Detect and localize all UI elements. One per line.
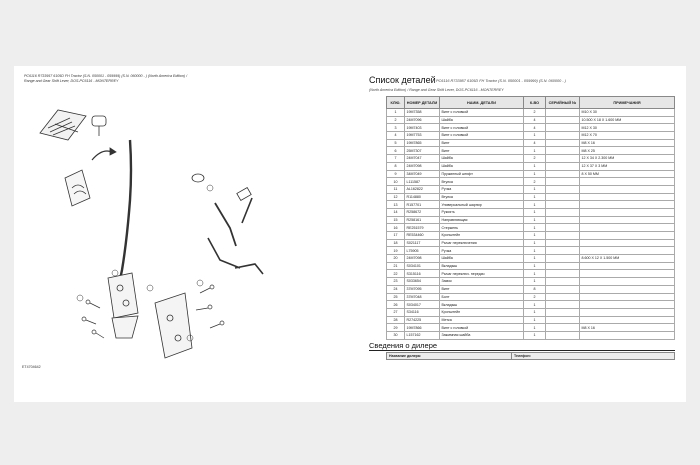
parts-list-line2: (North America Edition) / Range and Gear Shift Lever, DOS-PC6116 - MONTERREY: [369, 88, 504, 92]
row-serial: [546, 255, 580, 263]
row-part-name: Шайба: [440, 255, 524, 263]
table-row: [387, 185, 675, 193]
row-key: 25: [387, 293, 405, 301]
row-part-name: Зажимная шайба: [440, 331, 524, 339]
row-notes: M8 X 16: [580, 324, 675, 332]
row-key: 30: [387, 331, 405, 339]
table-row: [387, 324, 675, 332]
row-notes: [580, 208, 675, 216]
range-lever-assembly: [192, 174, 263, 274]
row-serial: [546, 293, 580, 301]
knob-part: [92, 116, 106, 136]
shift-lever-rod: [118, 140, 131, 288]
table-row: [387, 208, 675, 216]
row-part-name: Винт с головкой: [440, 124, 524, 132]
row-part-number: R114880: [405, 193, 440, 201]
row-key: 16: [387, 224, 405, 232]
row-notes: [580, 193, 675, 201]
row-part-number: 24M7096: [405, 116, 440, 124]
row-quantity: 1: [524, 208, 546, 216]
row-notes: [580, 278, 675, 286]
row-part-name: Шайба: [440, 116, 524, 124]
row-quantity: 1: [524, 232, 546, 240]
row-part-number: 19M7865: [405, 139, 440, 147]
dealer-table: [386, 352, 675, 360]
row-quantity: 1: [524, 301, 546, 309]
row-serial: [546, 147, 580, 155]
row-part-number: S034101: [405, 262, 440, 270]
row-quantity: 4: [524, 116, 546, 124]
row-part-name: Втулка: [440, 193, 524, 201]
callouts: [77, 185, 213, 341]
row-serial: [546, 316, 580, 324]
row-part-number: AL162822: [405, 185, 440, 193]
row-key: 5: [387, 139, 405, 147]
header-part-name: НАИМ. ДЕТАЛИ: [440, 97, 524, 109]
table-row: [387, 155, 675, 163]
row-key: 9: [387, 170, 405, 178]
row-quantity: 1: [524, 170, 546, 178]
row-part-number: RE534460: [405, 232, 440, 240]
row-serial: [546, 201, 580, 209]
row-part-name: Направляющая: [440, 216, 524, 224]
row-quantity: 1: [524, 247, 546, 255]
table-row: [387, 201, 675, 209]
row-serial: [546, 155, 580, 163]
row-key: 22: [387, 270, 405, 278]
row-part-name: Вкладыш: [440, 301, 524, 309]
row-serial: [546, 193, 580, 201]
mounting-plate: [155, 293, 192, 358]
row-notes: M12 X 70: [580, 132, 675, 140]
row-part-number: 19M7753: [405, 132, 440, 140]
diagram-reference: ET4704642: [22, 365, 41, 369]
row-serial: [546, 224, 580, 232]
row-part-number: 34M7049: [405, 170, 440, 178]
row-part-number: 19M7866: [405, 324, 440, 332]
lower-bracket: [108, 273, 138, 338]
row-part-name: Замок: [440, 278, 524, 286]
row-part-number: 24M7098: [405, 255, 440, 263]
row-part-name: Винт с головкой: [440, 109, 524, 117]
parts-table: [386, 96, 675, 340]
dealer-divider: [369, 350, 675, 351]
row-part-name: Вкладыш: [440, 262, 524, 270]
row-key: 12: [387, 193, 405, 201]
row-quantity: 1: [524, 262, 546, 270]
row-part-number: 24M7047: [405, 155, 440, 163]
diagram-header-line1: PC6116 R733957 6105D FH Tractor (S.N. 050001 - 059999) (S.N. 060000 - ) (North America Edition) /: [24, 74, 188, 78]
table-row: [387, 247, 675, 255]
row-quantity: 2: [524, 155, 546, 163]
arrow-head: [110, 148, 116, 155]
row-quantity: 1: [524, 224, 546, 232]
row-part-number: R258672: [405, 208, 440, 216]
row-key: 24: [387, 285, 405, 293]
header-serial: СЕРИЙНЫЙ №: [546, 97, 580, 109]
row-part-number: S033654: [405, 278, 440, 286]
table-row: [387, 147, 675, 155]
row-key: 23: [387, 278, 405, 286]
table-row: [387, 293, 675, 301]
row-part-number: RE251579: [405, 224, 440, 232]
row-key: 17: [387, 232, 405, 240]
row-key: 2: [387, 116, 405, 124]
row-quantity: 1: [524, 147, 546, 155]
row-part-number: 19M7403: [405, 124, 440, 132]
dealer-name-label: Название дилера:: [387, 353, 512, 360]
row-part-name: Универсальный шарнир: [440, 201, 524, 209]
row-key: 7: [387, 155, 405, 163]
table-row: [387, 331, 675, 339]
row-notes: M8 X 16: [580, 139, 675, 147]
row-key: 3: [387, 124, 405, 132]
row-notes: [580, 316, 675, 324]
row-serial: [546, 162, 580, 170]
row-part-number: S034017: [405, 301, 440, 309]
row-key: 29: [387, 324, 405, 332]
row-quantity: 2: [524, 178, 546, 186]
row-part-number: 24M7098: [405, 162, 440, 170]
row-notes: [580, 224, 675, 232]
row-part-number: S34116: [405, 308, 440, 316]
row-serial: [546, 178, 580, 186]
header-notes: ПРИМЕЧАНИЯ: [580, 97, 675, 109]
row-part-name: Шайба: [440, 155, 524, 163]
row-quantity: 1: [524, 185, 546, 193]
row-quantity: 8: [524, 285, 546, 293]
row-quantity: 1: [524, 316, 546, 324]
row-key: 18: [387, 239, 405, 247]
row-key: 1: [387, 109, 405, 117]
row-part-name: Винт: [440, 285, 524, 293]
row-serial: [546, 232, 580, 240]
row-serial: [546, 124, 580, 132]
row-part-name: Винт: [440, 139, 524, 147]
row-part-number: L157162: [405, 331, 440, 339]
row-part-name: Кронштейн: [440, 232, 524, 240]
row-part-number: R274225: [405, 316, 440, 324]
row-part-name: Болт: [440, 293, 524, 301]
row-part-name: Винт с головкой: [440, 324, 524, 332]
row-serial: [546, 324, 580, 332]
row-quantity: 1: [524, 308, 546, 316]
row-part-number: R157701: [405, 201, 440, 209]
lever-boot-part: [65, 170, 90, 206]
table-row: [387, 193, 675, 201]
row-part-name: Стержень: [440, 224, 524, 232]
row-part-number: S315116: [405, 270, 440, 278]
row-part-number: 19M7358: [405, 109, 440, 117]
table-row: [387, 132, 675, 140]
row-notes: [580, 270, 675, 278]
table-row: [387, 285, 675, 293]
table-row: [387, 255, 675, 263]
row-notes: [580, 239, 675, 247]
table-row: [387, 139, 675, 147]
shift-pattern-plate: [40, 110, 86, 140]
row-notes: M12 X 30: [580, 124, 675, 132]
table-row: [387, 162, 675, 170]
table-row: [387, 224, 675, 232]
table-row: [387, 316, 675, 324]
row-serial: [546, 170, 580, 178]
row-serial: [546, 239, 580, 247]
row-part-number: 25M7307: [405, 147, 440, 155]
row-quantity: 1: [524, 255, 546, 263]
row-key: 15: [387, 216, 405, 224]
row-quantity: 4: [524, 124, 546, 132]
row-notes: [580, 247, 675, 255]
table-row: [387, 109, 675, 117]
row-quantity: 1: [524, 193, 546, 201]
row-part-number: S021117: [405, 239, 440, 247]
row-notes: M8 X 25: [580, 147, 675, 155]
row-notes: [580, 185, 675, 193]
row-notes: [580, 216, 675, 224]
row-serial: [546, 301, 580, 309]
row-key: 21: [387, 262, 405, 270]
table-row: [387, 301, 675, 309]
row-notes: 8 X 50 MM: [580, 170, 675, 178]
row-part-name: Ручка: [440, 247, 524, 255]
row-quantity: 1: [524, 216, 546, 224]
diagram-header-line2: Range and Gear Shift Lever, DOS-PC6116 - MONTERREY: [24, 79, 119, 83]
exploded-parts-diagram: [20, 88, 355, 378]
row-quantity: 1: [524, 278, 546, 286]
row-part-name: Рычаг переключения: [440, 239, 524, 247]
row-key: 11: [387, 185, 405, 193]
row-serial: [546, 308, 580, 316]
table-row: [387, 270, 675, 278]
row-key: 20: [387, 255, 405, 263]
row-key: 14: [387, 208, 405, 216]
row-serial: [546, 331, 580, 339]
row-quantity: 1: [524, 132, 546, 140]
row-notes: [580, 301, 675, 309]
row-serial: [546, 247, 580, 255]
dealer-phone-label: Телефон:: [512, 353, 675, 360]
row-serial: [546, 285, 580, 293]
row-quantity: 1: [524, 270, 546, 278]
table-row: [387, 262, 675, 270]
row-part-name: Рычаг переключ. передач: [440, 270, 524, 278]
row-serial: [546, 208, 580, 216]
row-serial: [546, 278, 580, 286]
row-notes: [580, 293, 675, 301]
row-quantity: 4: [524, 139, 546, 147]
row-notes: 10.500 X 18 X 1.600 MM: [580, 116, 675, 124]
row-part-name: Пружинный штифт: [440, 170, 524, 178]
row-part-number: 37M7095: [405, 285, 440, 293]
table-row: [387, 170, 675, 178]
row-part-name: Винт с головкой: [440, 132, 524, 140]
row-serial: [546, 132, 580, 140]
header-part-number: НОМЕР ДЕТАЛИ: [405, 97, 440, 109]
bolts: [82, 285, 224, 338]
row-quantity: 1: [524, 162, 546, 170]
row-quantity: 1: [524, 239, 546, 247]
row-serial: [546, 139, 580, 147]
table-row: [387, 124, 675, 132]
row-notes: [580, 232, 675, 240]
row-part-name: Винт: [440, 147, 524, 155]
table-row: [387, 232, 675, 240]
row-key: 27: [387, 308, 405, 316]
row-notes: [580, 262, 675, 270]
row-key: 4: [387, 132, 405, 140]
row-serial: [546, 185, 580, 193]
row-key: 13: [387, 201, 405, 209]
parts-list-subtitle: PC6116 R733957 6105D FH Tractor (S.N. 050001 - 059999) (S.N. 060000 - ): [436, 79, 566, 83]
row-part-name: Втулка: [440, 178, 524, 186]
row-notes: [580, 201, 675, 209]
table-row: [387, 239, 675, 247]
row-serial: [546, 216, 580, 224]
table-row: [387, 216, 675, 224]
row-key: 10: [387, 178, 405, 186]
row-notes: [580, 308, 675, 316]
row-serial: [546, 116, 580, 124]
dealer-info-title: Сведения о дилере: [369, 341, 438, 350]
row-serial: [546, 262, 580, 270]
row-key: 19: [387, 247, 405, 255]
row-notes: [580, 331, 675, 339]
row-part-name: Ручка: [440, 185, 524, 193]
header-quantity: К-ВО: [524, 97, 546, 109]
row-serial: [546, 109, 580, 117]
row-part-name: Рукоять: [440, 208, 524, 216]
parts-list-title: Список деталей: [369, 75, 436, 85]
row-part-name: Метка: [440, 316, 524, 324]
row-part-number: L75905: [405, 247, 440, 255]
table-row: [387, 116, 675, 124]
table-row: [387, 278, 675, 286]
row-notes: [580, 178, 675, 186]
row-key: 26: [387, 301, 405, 309]
row-part-number: L111587: [405, 178, 440, 186]
parts-table-header: [387, 97, 675, 109]
row-part-number: R258161: [405, 216, 440, 224]
row-key: 8: [387, 162, 405, 170]
row-notes: 12 X 34 X 2.300 MM: [580, 155, 675, 163]
row-quantity: 1: [524, 324, 546, 332]
parts-table-body: [387, 109, 675, 340]
row-part-number: 37M7048: [405, 293, 440, 301]
row-notes: [580, 285, 675, 293]
row-serial: [546, 270, 580, 278]
leader-arrow: [92, 151, 112, 160]
diagram-header: [24, 74, 354, 84]
table-row: [387, 308, 675, 316]
row-notes: M10 X 30: [580, 109, 675, 117]
row-quantity: 1: [524, 331, 546, 339]
row-notes: 12 X 37 X 3 MM: [580, 162, 675, 170]
header-key: КЛЮ.: [387, 97, 405, 109]
row-key: 28: [387, 316, 405, 324]
row-key: 6: [387, 147, 405, 155]
row-part-name: Шайба: [440, 162, 524, 170]
row-quantity: 2: [524, 109, 546, 117]
row-quantity: 1: [524, 201, 546, 209]
row-part-name: Кронштейн: [440, 308, 524, 316]
row-quantity: 2: [524, 293, 546, 301]
row-notes: 8.600 X 12 X 1.500 MM: [580, 255, 675, 263]
table-row: [387, 178, 675, 186]
